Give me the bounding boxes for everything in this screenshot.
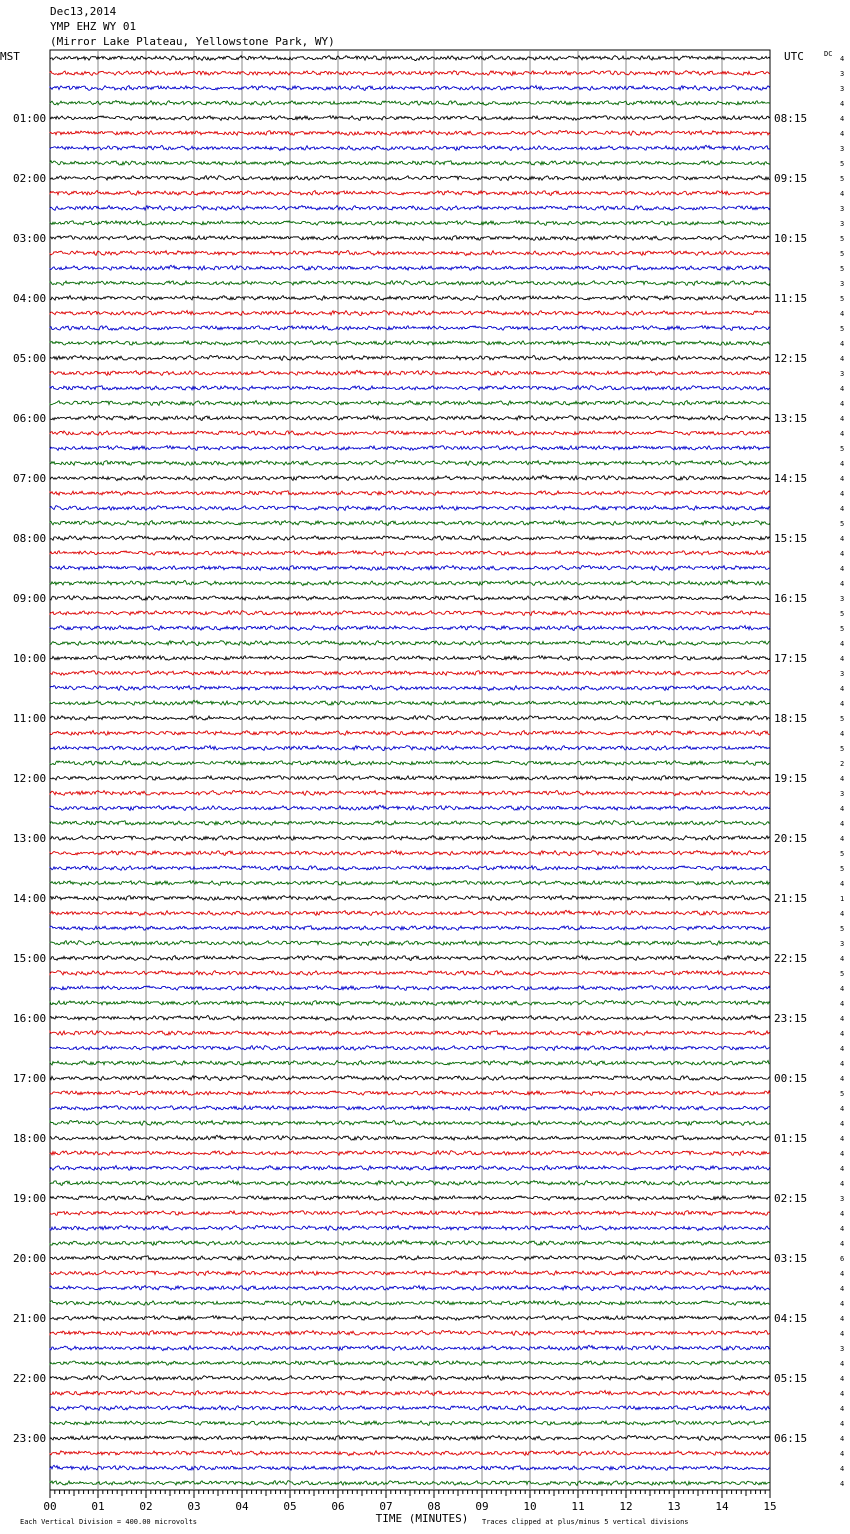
right-hour-label: 23:15 bbox=[774, 1012, 808, 1025]
right-hour-label: 21:15 bbox=[774, 892, 808, 905]
trace-line bbox=[50, 461, 770, 466]
trace-line bbox=[50, 131, 770, 136]
trace-line bbox=[50, 580, 770, 585]
left-hour-label: 07:00 bbox=[13, 472, 47, 485]
right-hour-label: 00:15 bbox=[774, 1072, 808, 1085]
x-tick-label: 10 bbox=[523, 1500, 537, 1513]
x-tick-label: 14 bbox=[715, 1500, 729, 1513]
trace-line bbox=[50, 1046, 770, 1051]
trace-line bbox=[50, 881, 770, 886]
trace-line bbox=[50, 101, 770, 106]
trace-line bbox=[50, 145, 770, 150]
trace-line bbox=[50, 176, 770, 181]
dc-offset-label: 4 bbox=[840, 1240, 845, 1248]
x-tick-label: 12 bbox=[619, 1500, 633, 1513]
trace-line bbox=[50, 551, 770, 556]
left-hour-label: 20:00 bbox=[13, 1252, 47, 1265]
trace-line bbox=[50, 611, 770, 616]
dc-offset-label: 5 bbox=[840, 325, 845, 333]
trace-line bbox=[50, 986, 770, 991]
trace-line bbox=[50, 116, 770, 121]
dc-offset-label: 3 bbox=[840, 70, 845, 78]
dc-offset-label: 4 bbox=[840, 1105, 845, 1113]
left-hour-label: 23:00 bbox=[13, 1432, 47, 1445]
trace-line bbox=[50, 475, 770, 480]
dc-offset-label: 4 bbox=[840, 190, 845, 198]
dc-offset-label: 4 bbox=[840, 1015, 845, 1023]
dc-offset-label: 4 bbox=[840, 1420, 845, 1428]
dc-offset-label: 2 bbox=[840, 760, 845, 768]
trace-line bbox=[50, 1421, 770, 1426]
trace-line bbox=[50, 641, 770, 646]
trace-line bbox=[50, 56, 770, 61]
dc-offset-label: 4 bbox=[840, 1390, 845, 1398]
trace-line bbox=[50, 716, 770, 721]
dc-offset-label: 3 bbox=[840, 280, 845, 288]
dc-offset-label: 4 bbox=[840, 460, 845, 468]
dc-offset-label: 5 bbox=[840, 1090, 845, 1098]
dc-label: DC bbox=[824, 50, 833, 58]
left-hour-label: 11:00 bbox=[13, 712, 47, 725]
trace-line bbox=[50, 491, 770, 496]
x-tick-label: 01 bbox=[91, 1500, 105, 1513]
left-hour-label: 16:00 bbox=[13, 1012, 47, 1025]
left-hour-label: 18:00 bbox=[13, 1132, 47, 1145]
dc-offset-label: 3 bbox=[840, 145, 845, 153]
dc-offset-label: 3 bbox=[840, 595, 845, 603]
dc-offset-label: 4 bbox=[840, 565, 845, 573]
right-hour-label: 18:15 bbox=[774, 712, 808, 725]
right-hour-label: 22:15 bbox=[774, 952, 808, 965]
plot-date: Dec13,2014 bbox=[50, 5, 117, 18]
dc-offset-label: 5 bbox=[840, 160, 845, 168]
left-hour-label: 04:00 bbox=[13, 292, 47, 305]
trace-line bbox=[50, 776, 770, 781]
trace-line bbox=[50, 1391, 770, 1396]
trace-line bbox=[50, 836, 770, 841]
trace-line bbox=[50, 1271, 770, 1276]
dc-offset-label: 4 bbox=[840, 475, 845, 483]
right-hour-label: 15:15 bbox=[774, 532, 808, 545]
right-hour-label: 02:15 bbox=[774, 1192, 808, 1205]
dc-offset-label: 5 bbox=[840, 715, 845, 723]
trace-line bbox=[50, 386, 770, 391]
trace-line bbox=[50, 805, 770, 810]
trace-line bbox=[50, 416, 770, 421]
dc-offset-label: 4 bbox=[840, 1285, 845, 1293]
dc-offset-label: 5 bbox=[840, 625, 845, 633]
dc-offset-label: 3 bbox=[840, 940, 845, 948]
dc-offset-label: 4 bbox=[840, 535, 845, 543]
dc-offset-label: 4 bbox=[840, 1480, 845, 1488]
x-tick-label: 07 bbox=[379, 1500, 393, 1513]
dc-offset-label: 4 bbox=[840, 1450, 845, 1458]
dc-offset-label: 4 bbox=[840, 430, 845, 438]
trace-line bbox=[50, 251, 770, 256]
left-hour-label: 05:00 bbox=[13, 352, 47, 365]
trace-line bbox=[50, 1316, 770, 1321]
trace-line bbox=[50, 971, 770, 976]
left-hour-label: 14:00 bbox=[13, 892, 47, 905]
trace-line bbox=[50, 431, 770, 436]
trace-line bbox=[50, 191, 770, 196]
right-hour-label: 05:15 bbox=[774, 1372, 808, 1385]
left-hour-label: 12:00 bbox=[13, 772, 47, 785]
trace-line bbox=[50, 1345, 770, 1350]
dc-offset-label: 4 bbox=[840, 505, 845, 513]
trace-line bbox=[50, 626, 770, 631]
dc-offset-label: 4 bbox=[840, 685, 845, 693]
trace-line bbox=[50, 1436, 770, 1441]
trace-line bbox=[50, 356, 770, 361]
x-axis-label: TIME (MINUTES) bbox=[375, 1512, 469, 1525]
left-hour-label: 21:00 bbox=[13, 1312, 47, 1325]
x-tick-label: 00 bbox=[43, 1500, 57, 1513]
right-hour-label: 03:15 bbox=[774, 1252, 808, 1265]
trace-line bbox=[50, 1361, 770, 1365]
trace-line bbox=[50, 926, 770, 930]
dc-offset-label: 4 bbox=[840, 730, 845, 738]
dc-offset-label: 5 bbox=[840, 235, 845, 243]
scale-note: Each Vertical Division = 400.00 microvolts bbox=[20, 1518, 198, 1526]
trace-line bbox=[50, 86, 770, 91]
dc-offset-label: 3 bbox=[840, 790, 845, 798]
dc-offset-label: 4 bbox=[840, 385, 845, 393]
trace-line bbox=[50, 941, 770, 946]
x-tick-label: 04 bbox=[235, 1500, 249, 1513]
right-hour-label: 19:15 bbox=[774, 772, 808, 785]
x-tick-label: 02 bbox=[139, 1500, 153, 1513]
trace-line bbox=[50, 1240, 770, 1245]
dc-offset-label: 4 bbox=[840, 700, 845, 708]
dc-offset-label: 4 bbox=[840, 1060, 845, 1068]
trace-line bbox=[50, 341, 770, 346]
left-hour-label: 08:00 bbox=[13, 532, 47, 545]
trace-line bbox=[50, 596, 770, 600]
dc-offset-label: 4 bbox=[840, 910, 845, 918]
x-tick-label: 15 bbox=[763, 1500, 777, 1513]
trace-line bbox=[50, 1226, 770, 1231]
trace-line bbox=[50, 236, 770, 241]
x-tick-label: 03 bbox=[187, 1500, 201, 1513]
trace-line bbox=[50, 1211, 770, 1216]
dc-offset-label: 5 bbox=[840, 265, 845, 273]
trace-line bbox=[50, 686, 770, 691]
right-hour-label: 12:15 bbox=[774, 352, 808, 365]
left-timezone-label: MST bbox=[0, 50, 20, 63]
dc-offset-label: 4 bbox=[840, 1225, 845, 1233]
trace-line bbox=[50, 71, 770, 76]
dc-offset-label: 5 bbox=[840, 445, 845, 453]
left-hour-label: 02:00 bbox=[13, 172, 47, 185]
x-tick-label: 05 bbox=[283, 1500, 297, 1513]
dc-offset-label: 4 bbox=[840, 1150, 845, 1158]
dc-offset-label: 5 bbox=[840, 250, 845, 258]
left-hour-label: 13:00 bbox=[13, 832, 47, 845]
dc-offset-label: 4 bbox=[840, 1375, 845, 1383]
dc-offset-label: 4 bbox=[840, 1165, 845, 1173]
trace-line bbox=[50, 656, 770, 661]
dc-offset-label: 4 bbox=[840, 820, 845, 828]
dc-offset-label: 4 bbox=[840, 985, 845, 993]
trace-line bbox=[50, 1286, 770, 1291]
dc-offset-label: 5 bbox=[840, 850, 845, 858]
dc-offset-label: 3 bbox=[840, 1345, 845, 1353]
trace-line bbox=[50, 401, 770, 406]
dc-offset-label: 6 bbox=[840, 1255, 845, 1263]
dc-offset-label: 5 bbox=[840, 520, 845, 528]
trace-line bbox=[50, 1465, 770, 1470]
right-timezone-label: UTC bbox=[784, 50, 804, 63]
dc-offset-label: 4 bbox=[840, 310, 845, 318]
x-tick-label: 09 bbox=[475, 1500, 489, 1513]
trace-line bbox=[50, 1451, 770, 1456]
dc-offset-label: 4 bbox=[840, 1435, 845, 1443]
trace-line bbox=[50, 731, 770, 736]
trace-line bbox=[50, 1481, 770, 1486]
dc-offset-label: 4 bbox=[840, 1120, 845, 1128]
dc-offset-label: 4 bbox=[840, 1210, 845, 1218]
left-hour-label: 19:00 bbox=[13, 1192, 47, 1205]
station-location: (Mirror Lake Plateau, Yellowstone Park, WY) bbox=[50, 35, 335, 48]
dc-offset-label: 5 bbox=[840, 175, 845, 183]
dc-offset-label: 4 bbox=[840, 550, 845, 558]
dc-offset-label: 5 bbox=[840, 295, 845, 303]
trace-line bbox=[50, 1091, 770, 1096]
trace-line bbox=[50, 1121, 770, 1126]
x-tick-label: 11 bbox=[571, 1500, 585, 1513]
right-hour-label: 13:15 bbox=[774, 412, 808, 425]
dc-offset-label: 4 bbox=[840, 340, 845, 348]
right-hour-label: 09:15 bbox=[774, 172, 808, 185]
dc-offset-label: 1 bbox=[840, 895, 845, 903]
trace-line bbox=[50, 1151, 770, 1156]
trace-line bbox=[50, 1331, 770, 1336]
left-hour-label: 03:00 bbox=[13, 232, 47, 245]
dc-offset-label: 3 bbox=[840, 85, 845, 93]
dc-offset-label: 3 bbox=[840, 205, 845, 213]
trace-line bbox=[50, 746, 770, 751]
dc-offset-label: 4 bbox=[840, 655, 845, 663]
trace-line bbox=[50, 506, 770, 511]
left-hour-label: 01:00 bbox=[13, 112, 47, 125]
trace-line bbox=[50, 326, 770, 331]
trace-line bbox=[50, 910, 770, 915]
axis-labels bbox=[0, 50, 844, 1526]
left-hour-label: 15:00 bbox=[13, 952, 47, 965]
dc-offset-label: 4 bbox=[840, 640, 845, 648]
dc-offset-label: 4 bbox=[840, 1300, 845, 1308]
dc-offset-label: 4 bbox=[840, 355, 845, 363]
dc-offset-label: 5 bbox=[840, 610, 845, 618]
trace-line bbox=[50, 1301, 770, 1306]
dc-offset-label: 4 bbox=[840, 1315, 845, 1323]
dc-offset-label: 4 bbox=[840, 400, 845, 408]
dc-offset-label: 4 bbox=[840, 1360, 845, 1368]
trace-line bbox=[50, 1196, 770, 1201]
trace-line bbox=[50, 1376, 770, 1381]
trace-line bbox=[50, 536, 770, 541]
dc-offset-label: 4 bbox=[840, 1405, 845, 1413]
left-hour-label: 17:00 bbox=[13, 1072, 47, 1085]
trace-line bbox=[50, 1406, 770, 1411]
clip-note: Traces clipped at plus/minus 5 vertical divisions bbox=[482, 1518, 689, 1526]
x-tick-label: 13 bbox=[667, 1500, 681, 1513]
dc-offset-label: 4 bbox=[840, 490, 845, 498]
dc-offset-label: 3 bbox=[840, 370, 845, 378]
dc-offset-label: 4 bbox=[840, 580, 845, 588]
trace-line bbox=[50, 1076, 770, 1081]
trace-line bbox=[50, 791, 770, 796]
dc-offset-label: 4 bbox=[840, 805, 845, 813]
trace-line bbox=[50, 1135, 770, 1140]
trace-line bbox=[50, 1106, 770, 1111]
right-hour-label: 08:15 bbox=[774, 112, 808, 125]
dc-offset-label: 5 bbox=[840, 745, 845, 753]
dc-offset-label: 4 bbox=[840, 1135, 845, 1143]
dc-offset-label: 4 bbox=[840, 1000, 845, 1008]
dc-offset-label: 4 bbox=[840, 775, 845, 783]
seismic-traces bbox=[50, 56, 770, 1486]
right-hour-label: 11:15 bbox=[774, 292, 808, 305]
station-code: YMP EHZ WY 01 bbox=[50, 20, 137, 33]
right-hour-label: 20:15 bbox=[774, 832, 808, 845]
dc-offset-label: 3 bbox=[840, 670, 845, 678]
right-hour-label: 10:15 bbox=[774, 232, 808, 245]
trace-line bbox=[50, 956, 770, 961]
dc-offset-label: 4 bbox=[840, 1075, 845, 1083]
trace-line bbox=[50, 521, 770, 526]
dc-offset-label: 5 bbox=[840, 865, 845, 873]
trace-line bbox=[50, 221, 770, 226]
trace-line bbox=[50, 1031, 770, 1035]
trace-line bbox=[50, 1181, 770, 1186]
dc-offset-label: 4 bbox=[840, 130, 845, 138]
left-hour-label: 06:00 bbox=[13, 412, 47, 425]
trace-line bbox=[50, 1015, 770, 1020]
dc-offset-label: 3 bbox=[840, 1195, 845, 1203]
x-tick-label: 08 bbox=[427, 1500, 441, 1513]
trace-line bbox=[50, 161, 770, 165]
dc-offset-label: 4 bbox=[840, 880, 845, 888]
right-hour-label: 01:15 bbox=[774, 1132, 808, 1145]
trace-line bbox=[50, 206, 770, 211]
trace-line bbox=[50, 1061, 770, 1066]
dc-offset-label: 4 bbox=[840, 1270, 845, 1278]
dc-offset-label: 4 bbox=[840, 1330, 845, 1338]
dc-offset-label: 4 bbox=[840, 1045, 845, 1053]
dc-offset-label: 4 bbox=[840, 835, 845, 843]
trace-line bbox=[50, 671, 770, 676]
trace-line bbox=[50, 370, 770, 375]
trace-line bbox=[50, 446, 770, 451]
left-hour-label: 22:00 bbox=[13, 1372, 47, 1385]
dc-offset-label: 4 bbox=[840, 115, 845, 123]
right-hour-label: 16:15 bbox=[774, 592, 808, 605]
dc-offset-label: 4 bbox=[840, 55, 845, 63]
dc-offset-label: 4 bbox=[840, 1180, 845, 1188]
dc-offset-label: 4 bbox=[840, 1030, 845, 1038]
trace-line bbox=[50, 851, 770, 856]
trace-line bbox=[50, 896, 770, 901]
dc-offset-label: 4 bbox=[840, 100, 845, 108]
left-hour-label: 09:00 bbox=[13, 592, 47, 605]
right-hour-label: 04:15 bbox=[774, 1312, 808, 1325]
right-hour-label: 14:15 bbox=[774, 472, 808, 485]
dc-offset-label: 4 bbox=[840, 415, 845, 423]
dc-offset-label: 5 bbox=[840, 925, 845, 933]
x-tick-label: 06 bbox=[331, 1500, 345, 1513]
left-hour-label: 10:00 bbox=[13, 652, 47, 665]
dc-offset-label: 4 bbox=[840, 1465, 845, 1473]
trace-line bbox=[50, 311, 770, 316]
right-hour-label: 17:15 bbox=[774, 652, 808, 665]
trace-line bbox=[50, 566, 770, 571]
dc-offset-label: 5 bbox=[840, 970, 845, 978]
trace-line bbox=[50, 1001, 770, 1006]
trace-line bbox=[50, 866, 770, 871]
trace-line bbox=[50, 761, 770, 766]
trace-line bbox=[50, 1166, 770, 1171]
dc-offset-label: 4 bbox=[840, 955, 845, 963]
trace-line bbox=[50, 265, 770, 270]
dc-offset-label: 3 bbox=[840, 220, 845, 228]
trace-line bbox=[50, 1256, 770, 1261]
trace-line bbox=[50, 821, 770, 826]
trace-line bbox=[50, 296, 770, 301]
trace-line bbox=[50, 700, 770, 705]
trace-line bbox=[50, 281, 770, 286]
right-hour-label: 06:15 bbox=[774, 1432, 808, 1445]
